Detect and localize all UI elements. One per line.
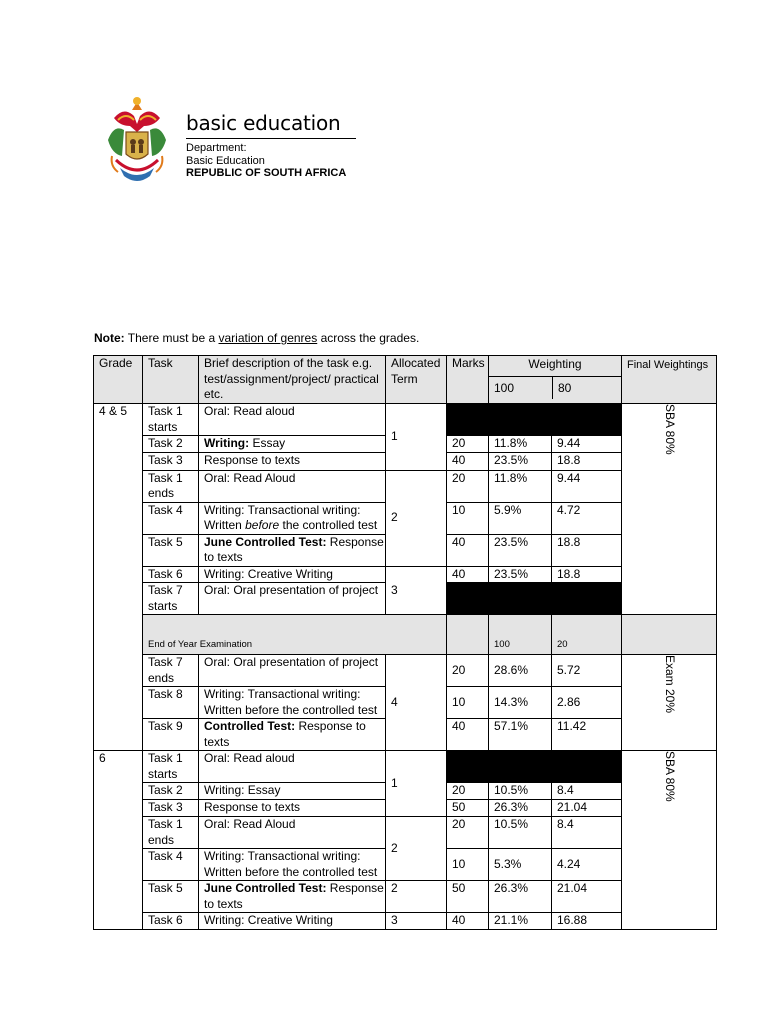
w80-cell: 4.72 <box>552 502 622 534</box>
blacked-out-cell <box>447 404 622 436</box>
final-weighting-sba: SBA 80% <box>622 404 717 615</box>
w80-cell: 18.8 <box>552 452 622 470</box>
task-cell: Task 6 <box>143 913 199 930</box>
term-cell: 3 <box>386 566 447 615</box>
w100-cell: 21.1% <box>489 913 552 930</box>
w100-cell: 28.6% <box>489 655 552 687</box>
desc-cell: Writing: Creative Writing <box>199 913 386 930</box>
marks-cell: 40 <box>447 452 489 470</box>
task-cell: Task 4 <box>143 849 199 881</box>
note-text-after: across the grades. <box>317 331 420 345</box>
desc-cell: Oral: Read aloud <box>199 751 386 783</box>
exam-final-blank <box>622 615 717 655</box>
header <box>104 96 364 186</box>
w100-cell: 10.5% <box>489 817 552 849</box>
w80-cell: 21.04 <box>552 881 622 913</box>
marks-cell: 50 <box>447 881 489 913</box>
w100-cell: 23.5% <box>489 566 552 583</box>
marks-cell: 10 <box>447 849 489 881</box>
brand-title: basic education <box>186 111 341 135</box>
header-description: Brief description of the task e.g. test/assignment/project/ practical etc. <box>199 356 386 404</box>
w100-cell: 10.5% <box>489 783 552 800</box>
marks-cell: 40 <box>447 719 489 751</box>
w80-cell: 18.8 <box>552 534 622 566</box>
marks-cell: 10 <box>447 687 489 719</box>
header-task: Task <box>143 356 199 404</box>
desc-cell: Writing: Essay <box>199 783 386 800</box>
w80-cell: 16.88 <box>552 913 622 930</box>
desc-cell: June Controlled Test: Response to texts <box>199 881 386 913</box>
desc-cell: Response to texts <box>199 452 386 470</box>
w100-cell: 57.1% <box>489 719 552 751</box>
exam-w80: 20 <box>552 615 622 655</box>
header-final: Final Weightings <box>622 356 717 404</box>
w80-cell: 8.4 <box>552 817 622 849</box>
marks-cell: 20 <box>447 470 489 502</box>
desc-cell: Response to texts <box>199 800 386 817</box>
task-cell: Task 2 <box>143 436 199 453</box>
final-weighting-sba-grade6: SBA 80% <box>622 751 717 930</box>
term-cell: 4 <box>386 655 447 751</box>
desc-cell: Writing: Transactional writing: Written before the controlled test <box>199 849 386 881</box>
marks-cell: 20 <box>447 436 489 453</box>
task-cell: Task 4 <box>143 502 199 534</box>
assessment-table <box>93 355 717 930</box>
desc-cell: Oral: Read Aloud <box>199 817 386 849</box>
desc-cell: Oral: Oral presentation of project <box>199 583 386 615</box>
dept-line-1: Department: <box>186 142 247 154</box>
brand-divider <box>186 138 356 139</box>
w100-cell: 23.5% <box>489 452 552 470</box>
table-row <box>94 751 717 783</box>
w80-cell: 8.4 <box>552 783 622 800</box>
task-cell: Task 1 starts <box>143 404 199 436</box>
w80-cell: 9.44 <box>552 470 622 502</box>
desc-cell: Writing: Transactional writing: Written before the controlled test <box>199 687 386 719</box>
grade-cell: 6 <box>94 751 143 930</box>
task-cell: Task 5 <box>143 534 199 566</box>
header-weighting-sub <box>489 376 621 399</box>
w100-cell: 26.3% <box>489 800 552 817</box>
marks-cell: 40 <box>447 913 489 930</box>
task-cell: Task 6 <box>143 566 199 583</box>
marks-cell: 10 <box>447 502 489 534</box>
note-text <box>94 331 419 345</box>
header-w100: 100 <box>489 377 553 399</box>
w80-cell: 9.44 <box>552 436 622 453</box>
desc-cell: Oral: Read Aloud <box>199 470 386 502</box>
task-cell: Task 5 <box>143 881 199 913</box>
grade-cell: 4 & 5 <box>94 404 143 751</box>
w80-cell: 4.24 <box>552 849 622 881</box>
term-cell: 2 <box>386 470 447 566</box>
header-weighting <box>489 356 622 404</box>
header-grade: Grade <box>94 356 143 404</box>
marks-cell: 50 <box>447 800 489 817</box>
marks-cell: 20 <box>447 783 489 800</box>
task-cell: Task 1 starts <box>143 751 199 783</box>
header-weighting-label: Weighting <box>528 357 582 371</box>
note-text-before: There must be a <box>124 331 219 345</box>
w100-cell: 26.3% <box>489 881 552 913</box>
task-cell: Task 8 <box>143 687 199 719</box>
country-line: REPUBLIC OF SOUTH AFRICA <box>186 167 347 179</box>
term-cell: 2 <box>386 881 447 913</box>
note-label: Note: <box>94 331 125 345</box>
term-cell: 2 <box>386 817 447 881</box>
task-cell: Task 1 ends <box>143 470 199 502</box>
w100-cell: 23.5% <box>489 534 552 566</box>
w100-cell: 14.3% <box>489 687 552 719</box>
desc-cell: Writing: Transactional writing: Written before the controlled test <box>199 502 386 534</box>
desc-cell: Oral: Oral presentation of project <box>199 655 386 687</box>
w80-cell: 2.86 <box>552 687 622 719</box>
w80-cell: 18.8 <box>552 566 622 583</box>
desc-cell: June Controlled Test: Response to texts <box>199 534 386 566</box>
header-w80: 80 <box>558 381 572 395</box>
w80-cell: 11.42 <box>552 719 622 751</box>
marks-cell: 20 <box>447 655 489 687</box>
w100-cell: 5.3% <box>489 849 552 881</box>
table-row <box>94 655 717 687</box>
task-cell: Task 2 <box>143 783 199 800</box>
marks-cell: 40 <box>447 534 489 566</box>
w80-cell: 5.72 <box>552 655 622 687</box>
task-cell: Task 3 <box>143 452 199 470</box>
exam-header-row <box>94 615 717 655</box>
desc-cell: Controlled Test: Response to texts <box>199 719 386 751</box>
exam-blank <box>447 615 489 655</box>
coat-of-arms-icon <box>104 96 170 186</box>
task-cell: Task 7 ends <box>143 655 199 687</box>
task-cell: Task 1 ends <box>143 817 199 849</box>
header-marks: Marks <box>447 356 489 404</box>
task-cell: Task 3 <box>143 800 199 817</box>
term-cell: 1 <box>386 751 447 817</box>
w100-cell: 5.9% <box>489 502 552 534</box>
task-cell: Task 7 starts <box>143 583 199 615</box>
exam-label: End of Year Examination <box>143 615 447 655</box>
blacked-out-cell <box>447 751 622 783</box>
final-weighting-exam: Exam 20% <box>622 655 717 751</box>
blacked-out-cell <box>447 583 622 615</box>
term-cell: 1 <box>386 404 447 471</box>
desc-cell: Oral: Read aloud <box>199 404 386 436</box>
w80-cell: 21.04 <box>552 800 622 817</box>
marks-cell: 20 <box>447 817 489 849</box>
w100-cell: 11.8% <box>489 436 552 453</box>
task-cell: Task 9 <box>143 719 199 751</box>
note-underlined: variation of genres <box>218 331 318 345</box>
table-row <box>94 404 717 436</box>
desc-cell: Writing: Creative Writing <box>199 566 386 583</box>
w100-cell: 11.8% <box>489 470 552 502</box>
header-row <box>94 356 717 404</box>
term-cell: 3 <box>386 913 447 930</box>
exam-w100: 100 <box>489 615 552 655</box>
header-term: Allocated Term <box>386 356 447 404</box>
desc-cell: Writing: Essay <box>199 436 386 453</box>
dept-line-2: Basic Education <box>186 154 265 167</box>
marks-cell: 40 <box>447 566 489 583</box>
brand-block <box>186 112 356 180</box>
